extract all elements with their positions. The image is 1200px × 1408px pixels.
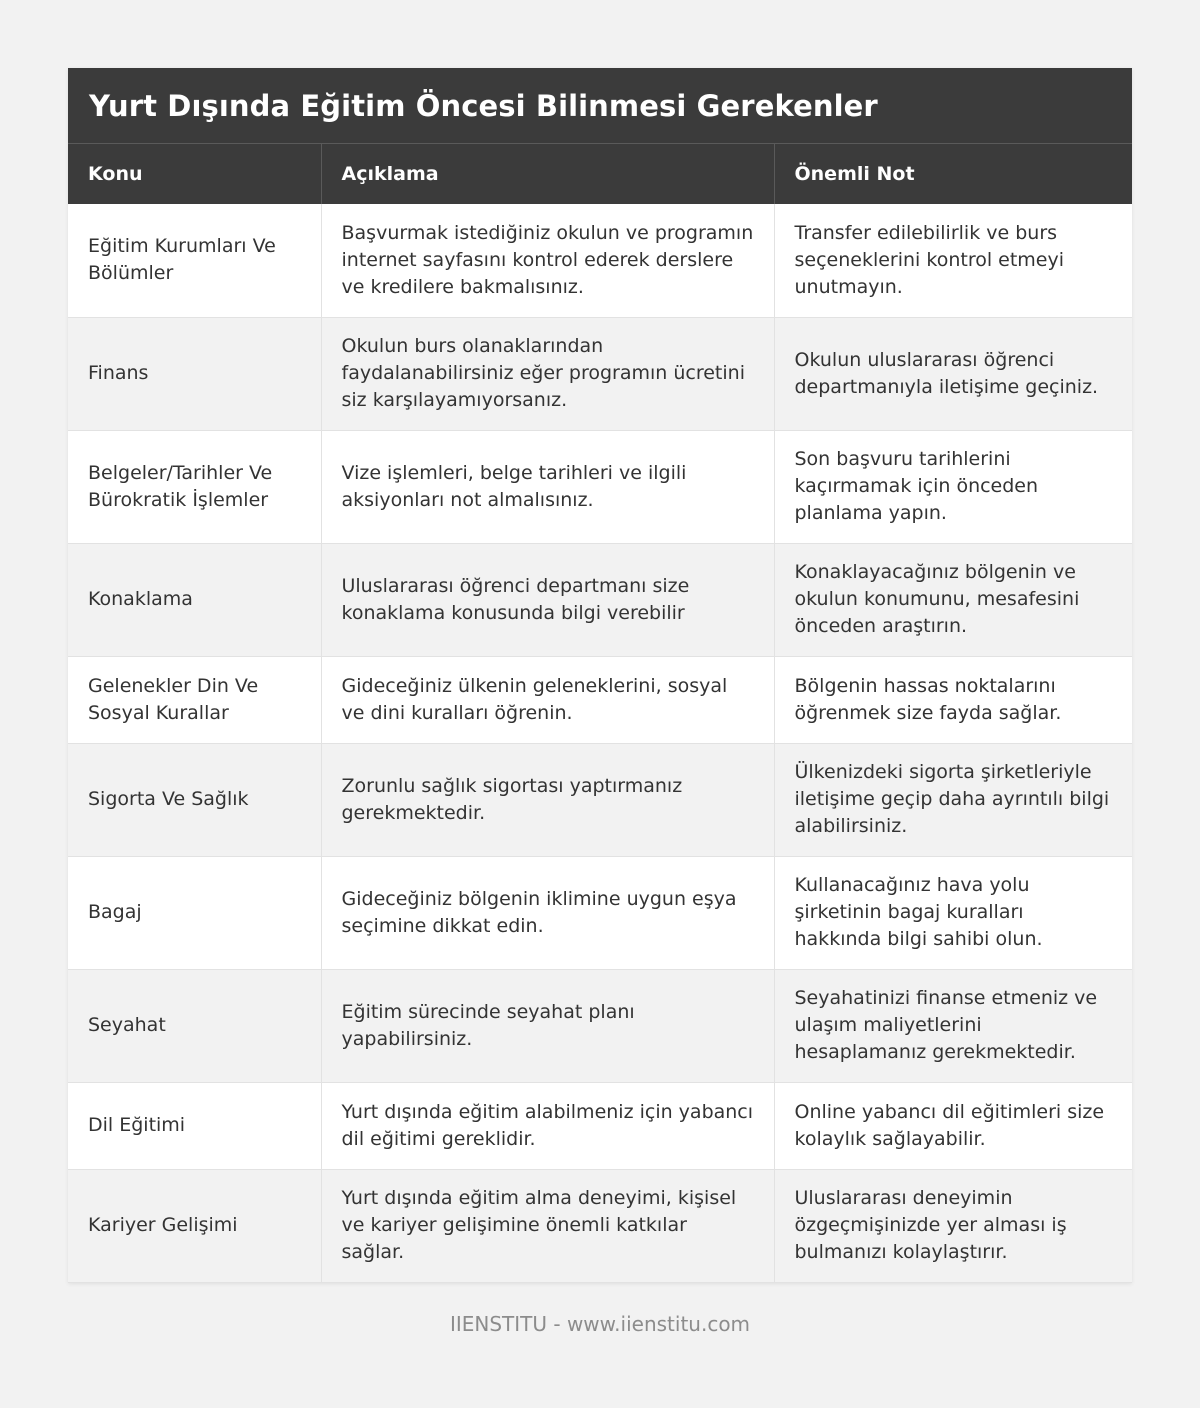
cell-note: Son başvuru tarihlerini kaçırmamak için önceden planlama yapın. (774, 430, 1132, 543)
cell-note: Seyahatinizi finanse etmeniz ve ulaşım maliyetlerini hesaplamanız gerekmektedir. (774, 969, 1132, 1082)
cell-topic: Belgeler/Tarihler Ve Bürokratik İşlemler (68, 430, 321, 543)
footer-credit: IIENSTITU - www.iienstitu.com (449, 1312, 751, 1336)
table-row (68, 543, 1132, 656)
cell-description: Gideceğiniz ülkenin geleneklerini, sosyal ve dini kuralları öğrenin. (321, 656, 774, 743)
table-row (68, 1082, 1132, 1169)
title-bar (68, 68, 1132, 144)
table-row (68, 856, 1132, 969)
cell-topic: Dil Eğitimi (68, 1082, 321, 1169)
cell-topic: Seyahat (68, 969, 321, 1082)
cell-note: Okulun uluslararası öğrenci departmanıyla iletişime geçiniz. (774, 317, 1132, 430)
cell-note: Online yabancı dil eğitimleri size kolaylık sağlayabilir. (774, 1082, 1132, 1169)
table-row (68, 969, 1132, 1082)
table-row (68, 430, 1132, 543)
cell-note: Konaklayacağınız bölgenin ve okulun konumunu, mesafesini önceden araştırın. (774, 543, 1132, 656)
cell-description: Zorunlu sağlık sigortası yaptırmanız gerekmektedir. (321, 743, 774, 856)
cell-description: Okulun burs olanaklarından faydalanabilirsiniz eğer programın ücretini siz karşılayamıyorsanız. (321, 317, 774, 430)
cell-topic: Konaklama (68, 543, 321, 656)
cell-description: Gideceğiniz bölgenin iklimine uygun eşya seçimine dikkat edin. (321, 856, 774, 969)
table-row (68, 1169, 1132, 1282)
cell-topic: Eğitim Kurumları Ve Bölümler (68, 204, 321, 317)
column-header-onemli-not: Önemli Not (774, 144, 1132, 204)
cell-topic: Bagaj (68, 856, 321, 969)
table-row (68, 656, 1132, 743)
cell-description: Vize işlemleri, belge tarihleri ve ilgili aksiyonları not almalısınız. (321, 430, 774, 543)
column-header-konu: Konu (68, 144, 321, 204)
cell-topic: Gelenekler Din Ve Sosyal Kurallar (68, 656, 321, 743)
info-table (68, 144, 1132, 1283)
cell-topic: Kariyer Gelişimi (68, 1169, 321, 1282)
header-row (68, 144, 1132, 204)
cell-note: Ülkenizdeki sigorta şirketleriyle iletişime geçip daha ayrıntılı bilgi alabilirsiniz. (774, 743, 1132, 856)
cell-note: Uluslararası deneyimin özgeçmişinizde yer alması iş bulmanızı kolaylaştırır. (774, 1169, 1132, 1282)
table-row (68, 204, 1132, 317)
cell-note: Bölgenin hassas noktalarını öğrenmek size fayda sağlar. (774, 656, 1132, 743)
column-header-aciklama: Açıklama (321, 144, 774, 204)
table-title: Yurt Dışında Eğitim Öncesi Bilinmesi Gerekenler (89, 88, 878, 123)
table-row (68, 317, 1132, 430)
cell-topic: Finans (68, 317, 321, 430)
cell-topic: Sigorta Ve Sağlık (68, 743, 321, 856)
cell-description: Yurt dışında eğitim alabilmeniz için yabancı dil eğitimi gereklidir. (321, 1082, 774, 1169)
cell-note: Kullanacağınız hava yolu şirketinin bagaj kuralları hakkında bilgi sahibi olun. (774, 856, 1132, 969)
table-row (68, 743, 1132, 856)
cell-description: Yurt dışında eğitim alma deneyimi, kişisel ve kariyer gelişimine önemli katkılar sağlar. (321, 1169, 774, 1282)
cell-description: Başvurmak istediğiniz okulun ve programın internet sayfasını kontrol ederek derslere ve kredilere bakmalısınız. (321, 204, 774, 317)
cell-description: Uluslararası öğrenci departmanı size konaklama konusunda bilgi verebilir (321, 543, 774, 656)
cell-description: Eğitim sürecinde seyahat planı yapabilirsiniz. (321, 969, 774, 1082)
cell-note: Transfer edilebilirlik ve burs seçeneklerini kontrol etmeyi unutmayın. (774, 204, 1132, 317)
info-table-card (68, 68, 1132, 1283)
